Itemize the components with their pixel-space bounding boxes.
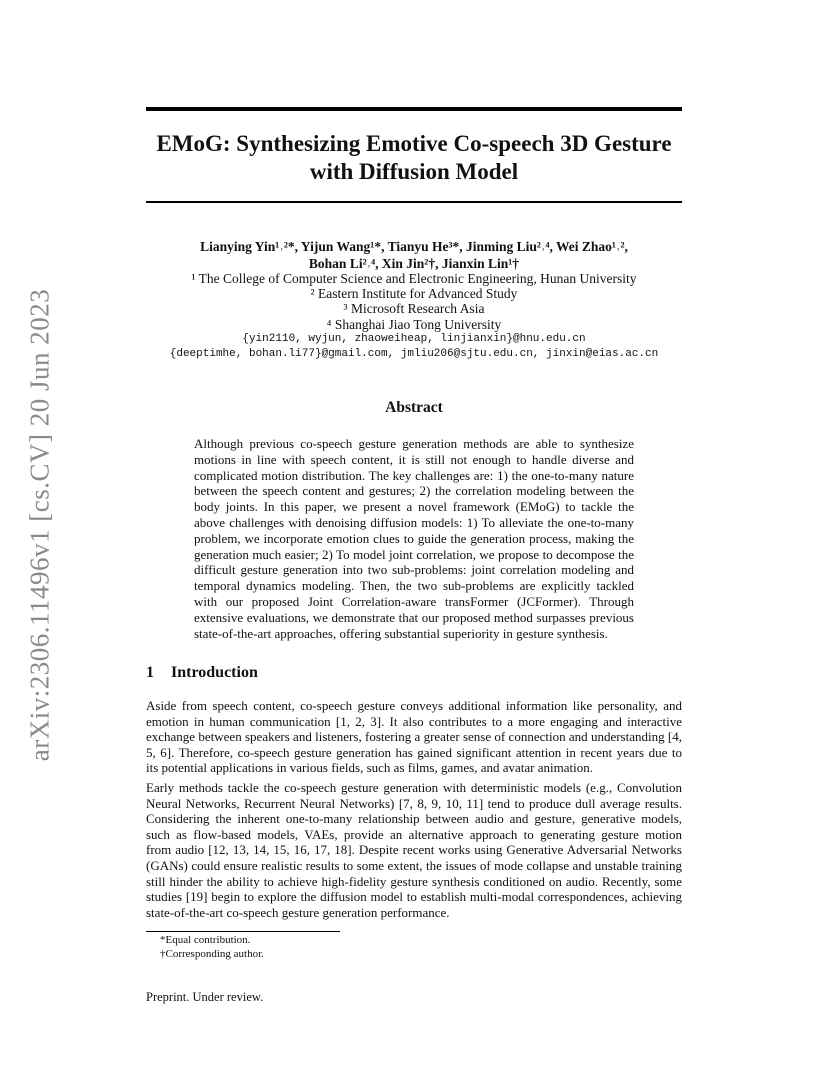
email-line-2: {deeptimhe, bohan.li77}@gmail.com, jmliu206@sjtu.edu.cn, jinxin@eias.ac.cn — [169, 348, 659, 361]
title-bottom-rule — [146, 201, 682, 203]
title-line-1: EMoG: Synthesizing Emotive Co-speech 3D Gesture — [156, 131, 672, 156]
affiliation-1: ¹ The College of Computer Science and Electronic Engineering, Hunan University — [191, 271, 637, 286]
intro-paragraph-1 — [146, 698, 682, 776]
abstract-line: state-of-the-art approaches, offering substantial superiority in gesture synthesis. — [194, 625, 608, 641]
paragraph-line: studies [19] begin to explore the diffusion model to establish multi-modal correspondences, achieving — [146, 889, 682, 905]
intro-paragraph-2 — [146, 780, 682, 920]
paragraph-line: from audio [12, 13, 14, 15, 16, 17, 18]. Despite recent works using Generative Adversarial Networks — [146, 842, 682, 858]
authors-line-1: Lianying Yin¹˒²*, Yijun Wang¹*, Tianyu He³*, Jinming Liu²˒⁴, Wei Zhao¹˒², — [200, 239, 628, 254]
affiliations — [140, 271, 688, 363]
abstract-line: with our proposed Joint Correlation-aware transFormer (JCFormer). Through — [194, 593, 634, 609]
abstract-line: above challenges with denoising diffusion models: 1) To alleviate the one-to-many — [194, 514, 634, 530]
abstract-line: problem, we incorporate emotion clues to guide the generation process, making the — [194, 530, 634, 546]
paragraph-line: Early methods tackle the co-speech gesture generation with deterministic models (e.g., Convolution — [146, 780, 682, 795]
preprint-notice: Preprint. Under review. — [146, 990, 264, 1004]
abstract-line: body joints. In this paper, we present a novel framework (EMoG) to tackle the — [194, 499, 634, 515]
section-title: Introduction — [171, 664, 258, 681]
section-number: 1 — [146, 664, 154, 681]
paragraph-line: 5, 6]. Therefore, co-speech gesture generation has gained significant attention in recent years due to — [146, 744, 682, 760]
abstract-line: temporal dynamics modeling. Then, the two sub-problems are explicitly tackled — [194, 578, 634, 594]
paragraph-line: Neural Networks, Recurrent Neural Networks) [7, 8, 9, 10, 11] tend to produce dull average results. — [146, 795, 682, 811]
abstract-line: extensive evaluations, we demonstrate that our proposed method surpasses previous — [194, 609, 634, 625]
paragraph-line: Aside from speech content, co-speech gesture conveys additional information like personality, and — [146, 698, 682, 713]
affiliation-2: ² Eastern Institute for Advanced Study — [310, 286, 518, 302]
paragraph-line: emotion in human communication [1, 2, 3]. It also contributes to a more engaging and interactive — [146, 713, 682, 729]
abstract-line: complicated motion distribution. The key challenges are: 1) the one-to-many nature — [194, 467, 634, 483]
authors-line-2: Bohan Li²˒⁴, Xin Jin²†, Jianxin Lin¹† — [308, 256, 520, 271]
abstract-line: Although previous co-speech gesture generation methods are able to synthesize — [194, 436, 634, 451]
abstract-line: between the speech content and gestures; 2) the correlation modeling between the — [194, 483, 634, 499]
paragraph-line: such as flow-based models, VAEs, provide an alternative approach to generating gesture motion — [146, 826, 682, 842]
paragraph-line: (GANs) could ensure realistic results to some extent, the issues of mode collapse and unstable training — [146, 857, 682, 873]
paragraph-line: exchange between speakers and listeners, fostering a greater sense of connection and understanding [4, — [146, 729, 682, 745]
paper-title — [146, 130, 682, 186]
paragraph-line: state-of-the-art co-speech gesture generation performance. — [146, 904, 450, 920]
paragraph-line: Considering the inherent one-to-many relationship between audio and gesture, generative models, — [146, 811, 682, 827]
abstract-body — [194, 436, 634, 641]
footnote-corresponding-author: †Corresponding author. — [160, 948, 264, 960]
title-top-rule — [146, 107, 682, 111]
abstract-line: difficult gesture generation into two sub-problems: joint correlation modeling and — [194, 562, 634, 578]
affiliation-4: ⁴ Shanghai Jiao Tong University — [326, 316, 502, 332]
affiliation-3: ³ Microsoft Research Asia — [343, 301, 485, 317]
title-line-2: with Diffusion Model — [309, 159, 519, 184]
author-list — [146, 238, 682, 272]
paragraph-line: still hinder the ability to achieve high-fidelity gesture synthesis conditioned on audio. Recently, some — [146, 873, 682, 889]
footnote-equal-contribution: *Equal contribution. — [160, 934, 251, 946]
section-heading-introduction — [146, 664, 258, 682]
abstract-heading: Abstract — [385, 399, 443, 416]
paragraph-line: its potential applications in various fields, such as films, games, and avatar animation. — [146, 760, 593, 776]
abstract-line: generation much easier; 2) To model joint correlation, we propose to decompose the — [194, 546, 634, 562]
abstract-line: motions in line with speech content, it is still not enough to handle diverse and — [194, 451, 634, 467]
email-line-1: {yin2110, wyjun, zhaoweiheap, linjianxin}@hnu.edu.cn — [242, 332, 586, 345]
arxiv-identifier: arXiv:2306.11496v1 [cs.CV] 20 Jun 2023 — [24, 288, 55, 762]
footnote-rule — [146, 931, 340, 932]
